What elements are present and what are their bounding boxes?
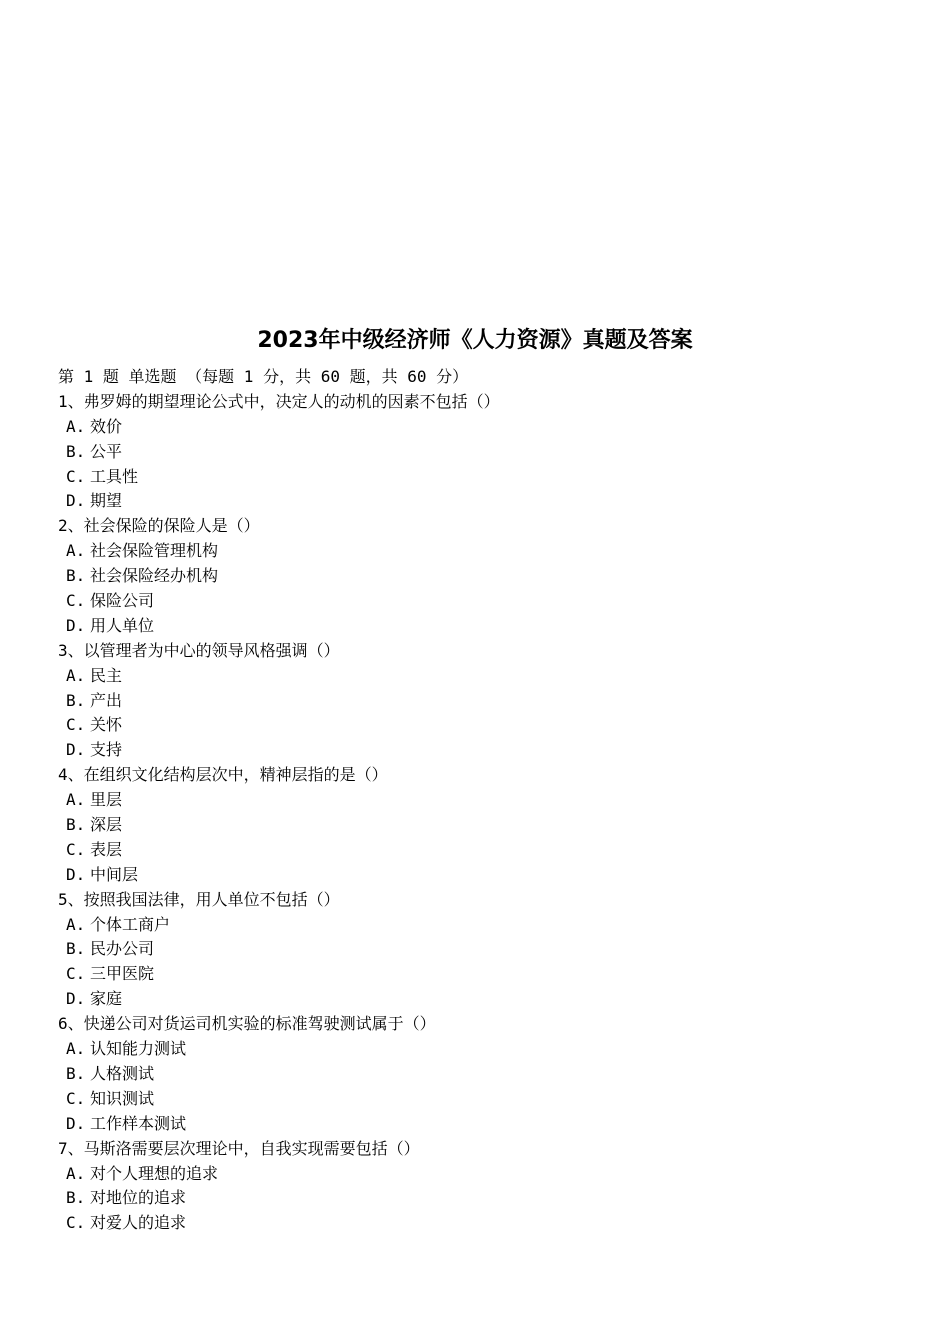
option-text: 社会保险经办机构 [90, 566, 219, 586]
option-letter: A. [66, 665, 86, 685]
option-letter: D. [66, 740, 86, 760]
question-stem: 4、在组织文化结构层次中，精神层指的是（） [58, 765, 388, 785]
answer-option [58, 713, 918, 738]
question-stem: 2、社会保险的保险人是（） [58, 516, 260, 536]
answer-option [58, 589, 918, 614]
question-stem: 6、快递公司对货运司机实验的标准驾驶测试属于（） [58, 1014, 436, 1034]
option-letter: D. [66, 864, 86, 884]
option-letter: A. [66, 790, 86, 810]
answer-option [58, 539, 918, 564]
option-letter: D. [66, 1113, 86, 1133]
option-letter: D. [66, 989, 86, 1009]
answer-option [58, 838, 918, 863]
question-block [58, 390, 918, 514]
option-letter: B. [66, 690, 86, 710]
answer-option [58, 1211, 918, 1236]
option-letter: B. [66, 566, 86, 586]
question-block [58, 514, 918, 638]
answer-option [58, 689, 918, 714]
question-stem: 3、以管理者为中心的领导风格强调（） [58, 640, 340, 660]
option-letter: B. [66, 1188, 86, 1208]
answer-option [58, 664, 918, 689]
answer-option [58, 1162, 918, 1187]
option-text: 对地位的追求 [90, 1188, 187, 1208]
exam-content [58, 365, 918, 1236]
answer-option [58, 962, 918, 987]
option-text: 里层 [90, 790, 123, 810]
answer-option [58, 1186, 918, 1211]
question-block [58, 1137, 918, 1237]
option-letter: A. [66, 1039, 86, 1059]
option-text: 表层 [90, 839, 123, 859]
option-text: 关怀 [90, 715, 123, 735]
answer-option [58, 788, 918, 813]
option-letter: A. [66, 541, 86, 561]
answer-option [58, 1112, 918, 1137]
answer-option [58, 1062, 918, 1087]
option-letter: B. [66, 939, 86, 959]
option-letter: C. [66, 1213, 86, 1233]
option-text: 民办公司 [90, 939, 155, 959]
question-stem: 1、弗罗姆的期望理论公式中，决定人的动机的因素不包括（） [58, 391, 500, 411]
answer-option [58, 440, 918, 465]
option-text: 对个人理想的追求 [90, 1163, 219, 1183]
option-text: 知识测试 [90, 1088, 155, 1108]
option-text: 公平 [90, 441, 123, 461]
answer-option [58, 913, 918, 938]
option-text: 深层 [90, 815, 123, 835]
option-letter: D. [66, 491, 86, 511]
option-text: 家庭 [90, 989, 123, 1009]
question-block [58, 639, 918, 763]
option-letter: C. [66, 839, 86, 859]
answer-option [58, 415, 918, 440]
option-letter: C. [66, 591, 86, 611]
option-letter: A. [66, 1163, 86, 1183]
answer-option [58, 614, 918, 639]
option-letter: C. [66, 1088, 86, 1108]
question-block [58, 1012, 918, 1136]
option-text: 社会保险管理机构 [90, 541, 219, 561]
option-text: 工具性 [90, 466, 139, 486]
option-text: 三甲医院 [90, 964, 155, 984]
option-text: 民主 [90, 665, 123, 685]
question-block [58, 888, 918, 1012]
section-header: 第 1 题 单选题 （每题 1 分，共 60 题，共 60 分） [58, 367, 469, 386]
answer-option [58, 564, 918, 589]
option-text: 个体工商户 [90, 914, 171, 934]
option-text: 中间层 [90, 864, 139, 884]
option-text: 期望 [90, 491, 123, 511]
option-text: 认知能力测试 [90, 1039, 187, 1059]
option-letter: B. [66, 815, 86, 835]
option-text: 支持 [90, 740, 123, 760]
answer-option [58, 738, 918, 763]
question-block [58, 763, 918, 887]
question-stem: 5、按照我国法律，用人单位不包括（） [58, 889, 340, 909]
answer-option [58, 987, 918, 1012]
option-letter: B. [66, 441, 86, 461]
answer-option [58, 863, 918, 888]
question-list [58, 390, 918, 1236]
answer-option [58, 1087, 918, 1112]
option-letter: C. [66, 715, 86, 735]
answer-option [58, 813, 918, 838]
option-letter: B. [66, 1063, 86, 1083]
answer-option [58, 465, 918, 490]
option-letter: A. [66, 416, 86, 436]
answer-option [58, 489, 918, 514]
option-text: 对爱人的追求 [90, 1213, 187, 1233]
answer-option [58, 1037, 918, 1062]
page-title: 2023年中级经济师《人力资源》真题及答案 [257, 328, 693, 353]
question-stem: 7、马斯洛需要层次理论中，自我实现需要包括（） [58, 1138, 420, 1158]
option-text: 工作样本测试 [90, 1113, 187, 1133]
option-text: 用人单位 [90, 615, 155, 635]
option-letter: D. [66, 615, 86, 635]
option-text: 产出 [90, 690, 123, 710]
option-text: 效价 [90, 416, 123, 436]
option-letter: A. [66, 914, 86, 934]
option-letter: C. [66, 964, 86, 984]
option-text: 保险公司 [90, 591, 155, 611]
option-text: 人格测试 [90, 1063, 155, 1083]
answer-option [58, 937, 918, 962]
option-letter: C. [66, 466, 86, 486]
